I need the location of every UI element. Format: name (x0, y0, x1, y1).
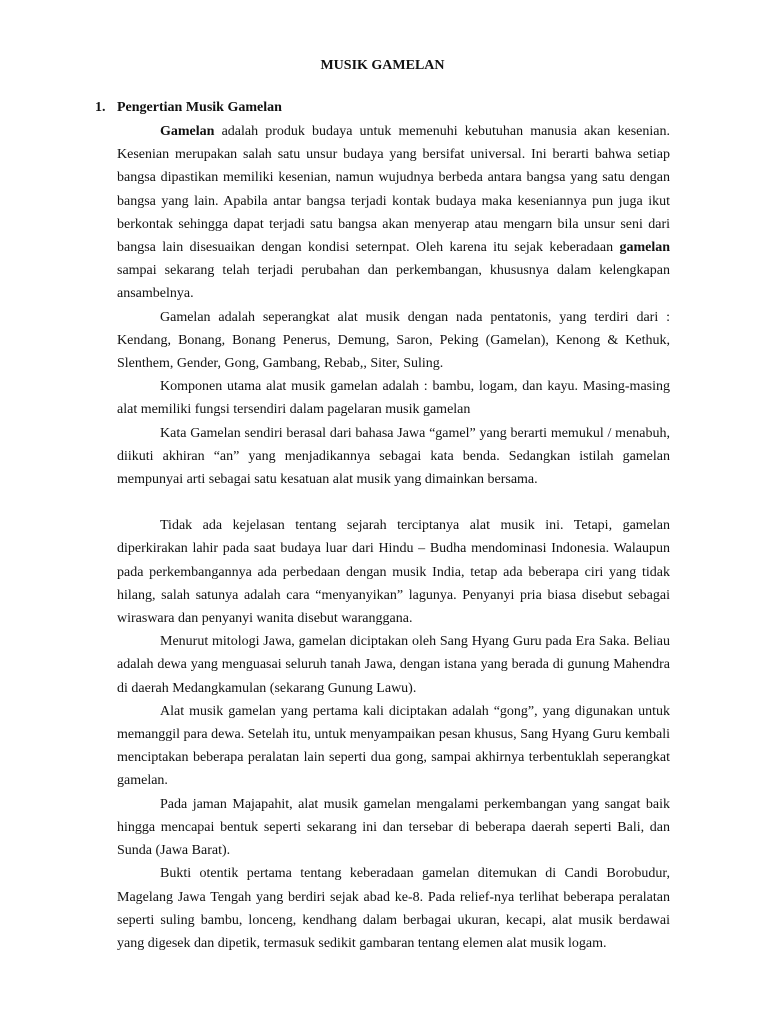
paragraph-1 (117, 120, 670, 306)
paragraph-6: Menurut mitologi Jawa, gamelan diciptakan oleh Sang Hyang Guru pada Era Saka. Beliau adalah dewa yang menguasai seluruh tanah Jawa, dengan istana yang berada di gunung Mahendra di daerah Medangkamulan (sekarang Gunung Lawu). (117, 634, 670, 696)
paragraph-9: Bukti otentik pertama tentang keberadaan gamelan ditemukan di Candi Borobudur, Magelang Jawa Tengah yang berdiri sejak abad ke-8. Pada relief-nya terlihat beberapa peralatan seperti suling bambu, lonceng, kendhang dalam berbagai ukuran, kecapi, alat musik berdawai yang digesek dan dipetik, termasuk sedikit gambaran tentang elemen alat musik logam. (117, 866, 670, 951)
section-heading (95, 96, 670, 120)
section-body (95, 120, 670, 955)
paragraph-4: Kata Gamelan sendiri berasal dari bahasa Jawa “gamel” yang berarti memukul / menabuh, diikuti akhiran “an” yang menjadikannya sebagai kata benda. Sedangkan istilah gamelan mempunyai arti sebagai satu kesatuan alat musik yang dimainkan bersama. (117, 425, 670, 488)
paragraph-1-text-after: sampai sekarang telah terjadi perubahan dan perkembangan, khususnya dalam kelengkapan ansambelnya. (117, 263, 670, 302)
section-number: 1. (95, 100, 106, 115)
paragraph-8: Pada jaman Majapahit, alat musik gamelan mengalami perkembangan yang sangat baik hingga mencapai bentuk seperti sekarang ini dan tersebar di beberapa daerah seperti Bali, dan Sunda (Jawa Barat). (117, 796, 670, 859)
paragraph-5: Tidak ada kejelasan tentang sejarah terciptanya alat musik ini. Tetapi, gamelan diperkirakan lahir pada saat budaya luar dari Hindu – Budha mendominasi Indonesia. Walaupun pada perkembangannya ada perbedaan dengan musik India, tetap ada beberapa ciri yang tidak hilang, salah satunya adalah cara “menyanyikan” lagunya. Penyanyi pria biasa disebut sebagai wiraswara dan penyanyi wanita disebut waranggana. (117, 518, 670, 627)
section-heading-text: Pengertian Musik Gamelan (117, 100, 282, 115)
bold-term-gamelan-2: gamelan (619, 240, 670, 256)
paragraph-7: Alat musik gamelan yang pertama kali diciptakan adalah “gong”, yang digunakan untuk memanggil para dewa. Setelah itu, untuk menyampaikan pesan khusus, Sang Hyang Guru kembali menciptakan beberapa peralatan lain seperti dua gong, sampai akhirnya terbentuklah seperangkat gamelan. (117, 703, 670, 789)
bold-term-gamelan: Gamelan (160, 124, 215, 139)
paragraph-3: Komponen utama alat musik gamelan adalah : bambu, logam, dan kayu. Masing-masing alat memiliki fungsi tersendiri dalam pagelaran musik gamelan (117, 379, 670, 418)
document-title: MUSIK GAMELAN (320, 58, 445, 73)
paragraph-1-text: adalah produk budaya untuk memenuhi kebutuhan manusia akan kesenian. Kesenian merupakan salah satu unsur budaya yang bersifat universal. Ini berarti bahwa setiap bangsa dipastikan memiliki kesenian, namun wujudnya berbeda antara bangsa yang satu dengan bangsa yang lain. Apabila antar bangsa terjadi kontak budaya maka keseniannya pun juga ikut berkontak sehingga dapat terjadi satu bangsa akan menyerap atau mengarn bila unsur seni dari bangsa lain disesuaikan dengan kondisi seternpat. Oleh karena itu sejak keberadaan (117, 124, 670, 256)
paragraph-2: Gamelan adalah seperangkat alat musik dengan nada pentatonis, yang terdiri dari : Kendang, Bonang, Bonang Penerus, Demung, Saron, Peking (Gamelan), Kenong & Kethuk, Slenthem, Gender, Gong, Gambang, Rebab,, Siter, Suling. (117, 309, 670, 372)
